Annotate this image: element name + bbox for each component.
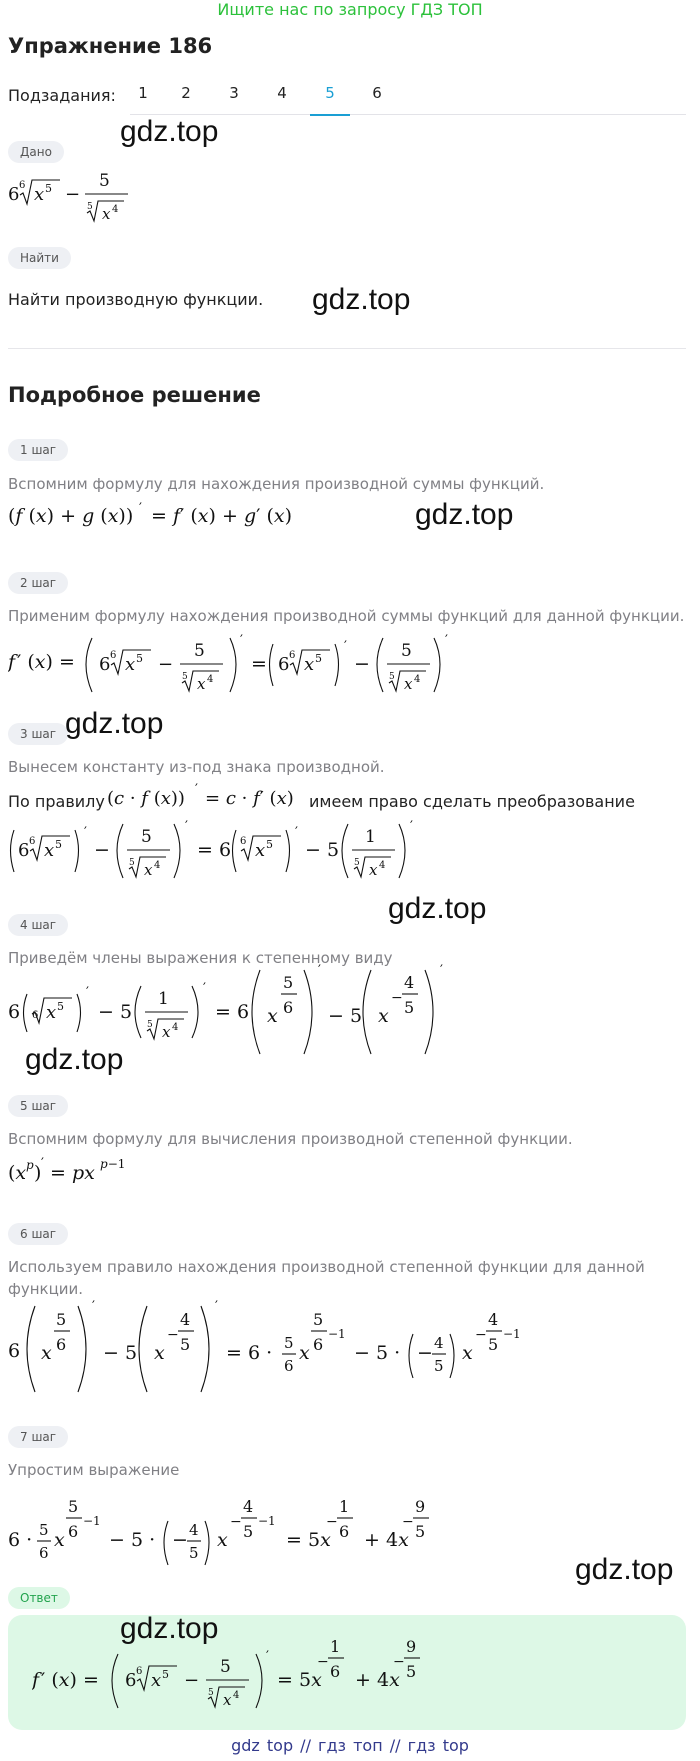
svg-text:= 6 ·: = 6 ·: [226, 1342, 273, 1364]
svg-text:6: 6: [32, 1010, 39, 1021]
svg-text:6: 6: [29, 836, 36, 847]
svg-text:6: 6: [8, 1340, 21, 1362]
svg-text:−: −: [184, 1670, 200, 1691]
svg-text:x: x: [462, 1342, 473, 1364]
svg-text:−: −: [326, 1514, 338, 1530]
svg-text:= 6: = 6: [197, 839, 232, 861]
svg-text:x: x: [299, 1342, 310, 1364]
svg-text:6: 6: [99, 654, 111, 675]
svg-text:x: x: [378, 1005, 389, 1027]
svg-text:−1: −1: [83, 1514, 101, 1528]
svg-text:x: x: [404, 675, 413, 693]
step-6-badge: 6 шаг: [8, 1223, 68, 1245]
svg-text:x: x: [197, 675, 206, 693]
svg-text:′: ′: [92, 1299, 95, 1314]
svg-text:5: 5: [45, 182, 52, 195]
svg-text:6: 6: [284, 1357, 294, 1375]
svg-text:6: 6: [289, 650, 296, 661]
step-7-text: Упростим выражение: [8, 1461, 180, 1479]
watermark: gdz.top: [312, 283, 411, 316]
svg-text:5: 5: [406, 1662, 417, 1681]
svg-text:5: 5: [162, 1668, 169, 1681]
svg-text:4: 4: [414, 674, 421, 685]
section-divider: [8, 348, 686, 349]
svg-text:= 6: = 6: [215, 1001, 250, 1023]
svg-text:−: −: [167, 1327, 179, 1343]
step-6-text-line1: Используем правило нахождения производной степенной функции для данной: [8, 1258, 645, 1276]
svg-text:6: 6: [125, 1670, 137, 1691]
step-4-text: Приведём члены выражения к степенному виду: [8, 949, 393, 967]
given-expression: [8, 163, 138, 223]
svg-text:5: 5: [99, 171, 110, 191]
svg-text:x: x: [369, 861, 378, 879]
answer-badge: Ответ: [8, 1587, 70, 1609]
svg-text:5: 5: [68, 1497, 79, 1516]
subtask-tab-4[interactable]: 4: [277, 84, 287, 102]
given-badge: Дано: [8, 141, 64, 163]
subtask-tab-5[interactable]: 5: [317, 84, 343, 102]
watermark: gdz.top: [575, 1553, 674, 1586]
svg-text:x: x: [255, 840, 266, 861]
watermark: gdz.top: [65, 707, 164, 740]
svg-text:−: −: [230, 1514, 242, 1530]
svg-text:−: −: [158, 654, 174, 675]
svg-text:4: 4: [207, 674, 214, 685]
svg-text:5: 5: [401, 641, 412, 661]
svg-text:f: f: [8, 651, 16, 673]
svg-text:x: x: [44, 840, 55, 861]
svg-text:′: ′: [295, 825, 298, 840]
svg-text:4: 4: [404, 973, 415, 992]
step-3-rule-suffix: имеем право сделать преобразование: [309, 792, 635, 811]
svg-text:5: 5: [488, 1335, 499, 1354]
find-badge: Найти: [8, 247, 71, 269]
svg-text:−: −: [354, 653, 370, 675]
step-4-badge: 4 шаг: [8, 914, 68, 936]
svg-text:6: 6: [313, 1335, 324, 1354]
subtask-tab-1[interactable]: 1: [138, 84, 148, 102]
svg-text:9: 9: [415, 1497, 426, 1516]
svg-text:6: 6: [339, 1522, 350, 1541]
svg-text:6: 6: [110, 650, 117, 661]
step-7-badge: 7 шаг: [8, 1426, 68, 1448]
step-2-text: Применим формулу нахождения производной суммы функций для данной функции.: [8, 607, 685, 625]
step-5-badge: 5 шаг: [8, 1095, 68, 1117]
svg-text:′: ′: [203, 981, 206, 996]
svg-text:6: 6: [240, 836, 247, 847]
svg-text:f: f: [32, 1669, 40, 1691]
svg-text:5: 5: [415, 1522, 426, 1541]
svg-text:− 5: − 5: [103, 1342, 138, 1364]
svg-text:x: x: [46, 1002, 57, 1023]
svg-text:5: 5: [180, 1335, 191, 1354]
svg-text:5: 5: [189, 1544, 199, 1562]
answer-formula: [32, 1630, 452, 1720]
step-1-formula: [8, 498, 328, 534]
step-3-formula: [8, 816, 478, 882]
step-5-formula: [8, 1150, 208, 1190]
svg-text:x: x: [102, 205, 111, 223]
svg-text:′: ′: [139, 501, 142, 516]
svg-text:−: −: [475, 1327, 487, 1343]
step-6-formula: [8, 1298, 568, 1396]
step-3-rule-prefix: По правилу: [8, 792, 105, 811]
svg-text:x: x: [267, 1005, 278, 1027]
svg-text:′: ′: [84, 825, 87, 840]
svg-text:5: 5: [243, 1522, 254, 1541]
svg-text:(x: (x: [8, 1162, 27, 1184]
svg-text:5: 5: [182, 672, 188, 682]
svg-text:′: ′: [195, 782, 198, 797]
svg-text:5: 5: [313, 1310, 324, 1329]
svg-text:4: 4: [180, 1310, 191, 1329]
svg-text:5: 5: [39, 1521, 49, 1539]
svg-text:+ 4x: + 4x: [355, 1669, 400, 1691]
footer-links[interactable]: gdz top // гдз топ // гдз top: [231, 1736, 469, 1755]
svg-text:5: 5: [220, 1657, 231, 1677]
svg-text:= px: = px: [50, 1162, 95, 1184]
svg-text:−: −: [65, 184, 81, 205]
svg-text:5: 5: [56, 1310, 67, 1329]
svg-text:x: x: [41, 1342, 52, 1364]
svg-text:= 5x: = 5x: [277, 1669, 322, 1691]
svg-text:−: −: [393, 1654, 405, 1670]
step-6-text-line2: функции.: [8, 1280, 84, 1298]
svg-text:p: p: [26, 1158, 34, 1172]
find-text: Найти производную функции.: [8, 290, 264, 309]
svg-text:−: −: [402, 1514, 414, 1530]
svg-text:): ): [34, 1162, 42, 1184]
svg-text:x: x: [217, 1529, 228, 1551]
svg-text:5: 5: [129, 858, 135, 868]
svg-text:5: 5: [389, 672, 395, 682]
svg-text:′: ′: [318, 964, 321, 978]
svg-text:′: ′: [240, 633, 243, 648]
subtask-tab-2[interactable]: 2: [181, 84, 191, 102]
svg-text:4: 4: [379, 860, 386, 871]
svg-text:5: 5: [404, 998, 415, 1017]
svg-text:′: ′: [445, 633, 448, 648]
svg-text:(c · f (x)): (c · f (x)): [107, 788, 185, 809]
svg-text:′: ′: [41, 1156, 44, 1171]
svg-text:5: 5: [208, 1688, 214, 1698]
svg-text:5: 5: [141, 827, 152, 847]
svg-text:′: ′: [185, 819, 188, 834]
svg-text:′: ′: [410, 819, 413, 834]
svg-text:−: −: [391, 990, 403, 1006]
svg-text:p−1: p−1: [100, 1157, 126, 1171]
svg-text:5: 5: [434, 1357, 444, 1375]
svg-text:x: x: [125, 654, 136, 675]
svg-text:− 5: − 5: [98, 1001, 133, 1023]
svg-text:x: x: [144, 861, 153, 879]
svg-text:1: 1: [330, 1637, 341, 1656]
svg-text:x: x: [54, 1529, 65, 1551]
svg-text:4: 4: [434, 1334, 444, 1352]
solution-title: Подробное решение: [8, 383, 261, 407]
svg-text:5: 5: [147, 1020, 153, 1030]
svg-text:1: 1: [339, 1497, 350, 1516]
svg-text:= f′ (x) + g′ (x): = f′ (x) + g′ (x): [151, 505, 293, 527]
svg-text:6 ·: 6 ·: [8, 1529, 33, 1551]
svg-text:−: −: [417, 1342, 433, 1364]
svg-text:4: 4: [154, 860, 161, 871]
svg-text:′ (x) =: ′ (x) =: [41, 1669, 99, 1691]
step-5-text: Вспомним формулу для вычисления производной степенной функции.: [8, 1130, 573, 1148]
svg-text:5: 5: [136, 652, 143, 665]
svg-text:−1: −1: [503, 1327, 521, 1341]
svg-text:6: 6: [330, 1662, 341, 1681]
svg-text:−1: −1: [258, 1514, 276, 1528]
step-3-badge: 3 шаг: [8, 723, 68, 745]
step-1-badge: 1 шаг: [8, 439, 68, 461]
svg-text:x: x: [304, 654, 315, 675]
watermark: gdz.top: [415, 498, 514, 531]
svg-text:5: 5: [283, 973, 294, 992]
svg-text:9: 9: [406, 1637, 417, 1656]
svg-text:′: ′: [86, 985, 89, 1000]
svg-text:x: x: [154, 1342, 165, 1364]
svg-text:6: 6: [19, 180, 26, 191]
step-2-formula: [8, 630, 488, 696]
svg-text:6: 6: [56, 1335, 67, 1354]
svg-text:4: 4: [233, 1690, 240, 1701]
svg-text:=: =: [251, 653, 267, 675]
svg-text:x: x: [151, 1670, 162, 1691]
svg-text:= c · f′ (x): = c · f′ (x): [205, 788, 294, 809]
svg-text:x: x: [162, 1023, 171, 1041]
svg-text:−1: −1: [328, 1327, 346, 1341]
svg-text:4: 4: [243, 1497, 254, 1516]
svg-text:6: 6: [278, 654, 290, 675]
svg-text:− 5: − 5: [328, 1005, 363, 1027]
svg-text:−: −: [94, 839, 110, 861]
svg-text:−: −: [172, 1529, 188, 1551]
svg-text:4: 4: [172, 1022, 179, 1033]
svg-text:− 5 ·: − 5 ·: [109, 1529, 156, 1551]
subtask-tab-3[interactable]: 3: [229, 84, 239, 102]
svg-text:6: 6: [39, 1544, 49, 1562]
svg-text:′: ′: [266, 1649, 269, 1664]
svg-text:5: 5: [284, 1334, 294, 1352]
svg-text:x: x: [34, 184, 45, 205]
svg-text:6: 6: [68, 1522, 79, 1541]
svg-text:−: −: [317, 1654, 329, 1670]
svg-text:4: 4: [112, 204, 119, 215]
watermark: gdz.top: [120, 115, 219, 148]
subtasks-label: Подзадания:: [8, 86, 116, 105]
svg-text:4: 4: [189, 1521, 199, 1539]
svg-text:6: 6: [283, 998, 294, 1017]
subtasks-tabs: [130, 75, 686, 115]
svg-text:5: 5: [315, 652, 322, 665]
svg-text:6: 6: [18, 840, 30, 861]
svg-text:− 5 ·: − 5 ·: [354, 1342, 401, 1364]
step-1-text: Вспомним формулу для нахождения производной суммы функций.: [8, 475, 545, 493]
svg-text:(f (x) + g (x)): (f (x) + g (x)): [8, 505, 134, 527]
watermark: gdz.top: [25, 1043, 124, 1076]
svg-text:5: 5: [57, 1000, 64, 1013]
svg-text:5: 5: [266, 838, 273, 851]
svg-text:′: ′: [440, 964, 443, 978]
svg-text:1: 1: [365, 827, 376, 847]
svg-text:6: 6: [8, 1001, 21, 1023]
svg-text:5: 5: [354, 858, 360, 868]
step-2-badge: 2 шаг: [8, 572, 68, 594]
svg-text:′: ′: [344, 639, 347, 654]
watermark: gdz.top: [388, 892, 487, 925]
svg-text:= 5x: = 5x: [286, 1529, 331, 1551]
watermark: gdz.top: [120, 1612, 219, 1645]
step-7-formula: [8, 1480, 488, 1570]
svg-text:5: 5: [87, 202, 93, 212]
step-3-rule-formula: [107, 780, 307, 814]
svg-text:5: 5: [55, 838, 62, 851]
svg-text:− 5: − 5: [305, 839, 340, 861]
svg-text:1: 1: [158, 989, 169, 1009]
svg-text:5: 5: [194, 641, 205, 661]
svg-text:′ (x) =: ′ (x) =: [17, 651, 75, 673]
search-banner: Ищите нас по запросу ГДЗ ТОП: [217, 0, 483, 19]
page-title: Упражнение 186: [8, 34, 213, 58]
svg-text:6: 6: [8, 184, 20, 205]
svg-text:′: ′: [215, 1299, 218, 1314]
subtask-tab-6[interactable]: 6: [372, 84, 382, 102]
svg-text:x: x: [223, 1691, 232, 1709]
svg-text:6: 6: [136, 1666, 143, 1677]
svg-text:4: 4: [488, 1310, 499, 1329]
step-3-text: Вынесем константу из-под знака производной.: [8, 758, 385, 776]
svg-text:+ 4x: + 4x: [364, 1529, 409, 1551]
